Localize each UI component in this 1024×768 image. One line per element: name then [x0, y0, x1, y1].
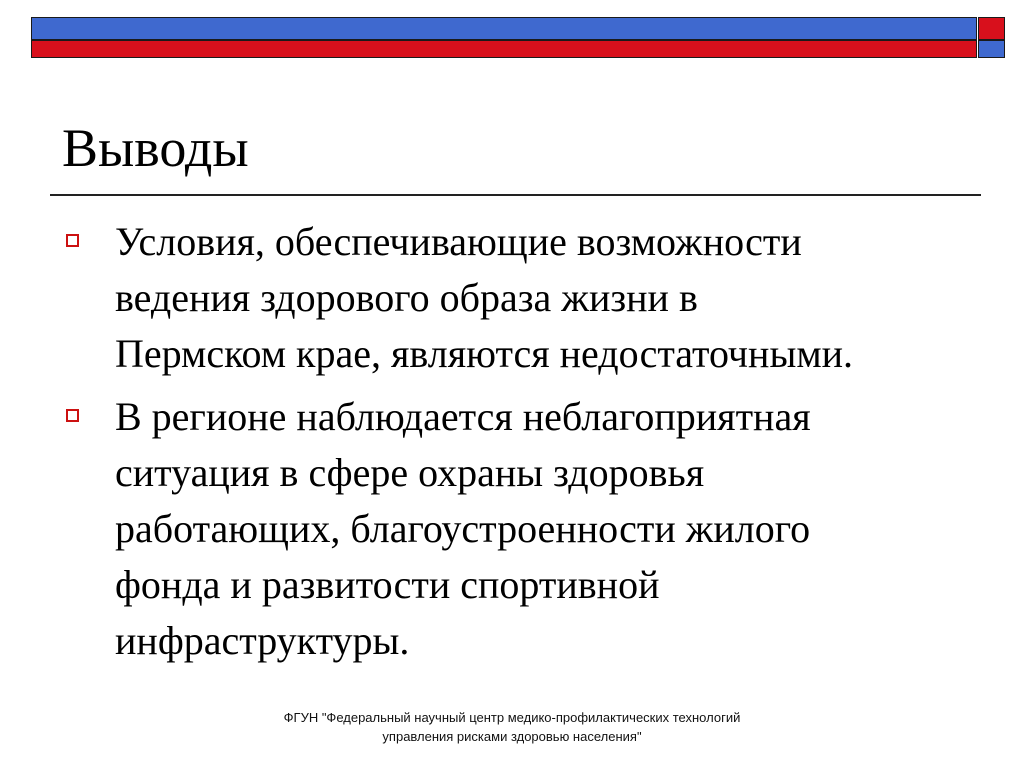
- bullet-line: ситуация в сфере охраны здоровья: [115, 450, 705, 495]
- bullet-line: работающих, благоустроенности жилого: [115, 506, 811, 551]
- band-red-stripe: [31, 40, 977, 58]
- slide-footer: [212, 708, 812, 746]
- bullet-line: Условия, обеспечивающие возможности: [115, 219, 802, 264]
- title-divider: [50, 194, 981, 196]
- bullet-line: Пермском крае, являются недостаточными.: [115, 331, 854, 376]
- slide-title: Выводы: [62, 118, 249, 178]
- band-red-square: [978, 17, 1005, 40]
- bullet-item: [62, 389, 962, 669]
- bullet-line: В регионе наблюдается неблагоприятная: [115, 394, 811, 439]
- bullet-item: [62, 214, 962, 382]
- bullet-list: [62, 214, 962, 676]
- hollow-square-bullet-icon: [66, 234, 79, 247]
- bullet-line: ведения здорового образа жизни в: [115, 275, 698, 320]
- band-blue-stripe: [31, 17, 977, 40]
- bullet-text: [115, 214, 962, 382]
- footer-line-1: ФГУН "Федеральный научный центр медико-профилактических технологий: [283, 710, 741, 725]
- footer-line-2: управления рисками здоровью населения": [382, 729, 642, 744]
- bullet-line: фонда и развитости спортивной: [115, 562, 660, 607]
- header-decorative-band: [31, 17, 1005, 59]
- bullet-line: инфраструктуры.: [115, 618, 410, 663]
- band-blue-square: [978, 40, 1005, 58]
- hollow-square-bullet-icon: [66, 409, 79, 422]
- bullet-text: [115, 389, 962, 669]
